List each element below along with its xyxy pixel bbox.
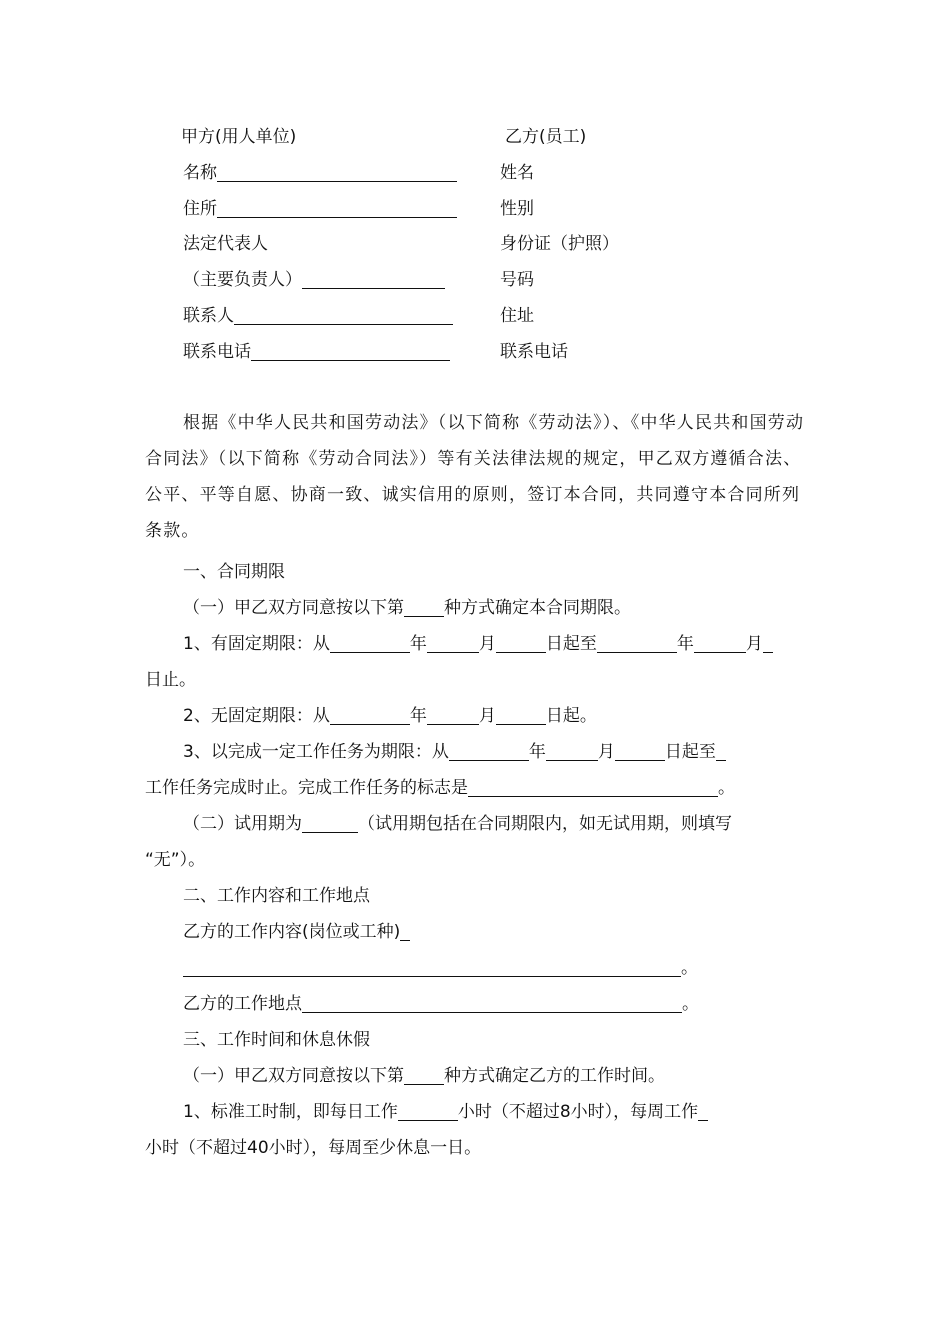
blank-line[interactable] <box>716 759 726 761</box>
blank-line[interactable] <box>468 795 718 797</box>
party-a-field: 住所 <box>183 201 457 218</box>
clause-open-term: 2、无固定期限：从 年 月 日起。 <box>183 706 597 726</box>
blank-line[interactable] <box>615 759 665 761</box>
blank-line[interactable] <box>496 651 546 653</box>
party-a-field: （主要负责人） <box>183 272 445 289</box>
blank-line[interactable] <box>302 1011 682 1013</box>
blank-line[interactable] <box>398 1119 458 1121</box>
section-1-title: 一、合同期限 <box>183 562 285 582</box>
work-content: 乙方的工作内容(岗位或工种) <box>183 924 410 941</box>
party-a-field: 联系电话 <box>183 344 450 361</box>
work-content-line: 。 <box>183 960 698 977</box>
blank-line[interactable] <box>217 180 457 182</box>
blank-line[interactable] <box>330 723 410 725</box>
party-b-field: 联系电话 <box>500 342 568 362</box>
clause-probation-cont: “无”）。 <box>145 850 206 870</box>
blank-line[interactable] <box>183 975 681 977</box>
party-b-title: 乙方(员工) <box>505 127 587 147</box>
blank-line[interactable] <box>330 651 410 653</box>
clause-1-1: （一）甲乙双方同意按以下第 种方式确定本合同期限。 <box>183 598 631 618</box>
blank-line[interactable] <box>400 939 410 941</box>
blank-line[interactable] <box>302 831 358 833</box>
party-a-field: 联系人 <box>183 308 453 325</box>
clause-probation: （二）试用期为 （试用期包括在合同期限内，如无试用期，则填写 <box>183 814 732 834</box>
clause-task-term: 3、以完成一定工作任务为期限：从 年 月 日起至 <box>183 744 726 761</box>
blank-line[interactable] <box>404 1083 444 1085</box>
party-a-title: 甲方(用人单位) <box>181 127 297 147</box>
party-b-field: 姓名 <box>500 163 534 183</box>
blank-line[interactable] <box>496 723 546 725</box>
party-a-field: 名称 <box>183 165 457 182</box>
blank-line[interactable] <box>427 651 479 653</box>
blank-line[interactable] <box>698 1119 708 1121</box>
blank-line[interactable] <box>234 323 453 325</box>
blank-line[interactable] <box>763 651 773 653</box>
blank-line[interactable] <box>427 723 479 725</box>
section-3-title: 三、工作时间和休息休假 <box>183 1030 370 1050</box>
clause-3-1: （一）甲乙双方同意按以下第 种方式确定乙方的工作时间。 <box>183 1066 665 1086</box>
blank-line[interactable] <box>694 651 746 653</box>
intro-paragraph: 根据《中华人民共和国劳动法》（以下简称《劳动法》）、《中华人民共和国劳动合同法》（以下简称《劳动合同法》）等有关法律法规的规定，甲乙双方遵循合法、公平、平等自愿、协商一致、诚实信用的原则，签订本合同，共同遵守本合同所列条款。 <box>145 413 805 541</box>
clause-fixed-term: 1、有固定期限：从 年 月 日起至 年 月 <box>183 636 773 653</box>
clause-standard-hours-cont: 小时（不超过40小时），每周至少休息一日。 <box>145 1138 482 1158</box>
party-b-field: 号码 <box>500 270 534 290</box>
blank-line[interactable] <box>217 216 457 218</box>
clause-standard-hours: 1、标准工时制，即每日工作 小时（不超过8小时），每周工作 <box>183 1104 708 1121</box>
blank-line[interactable] <box>404 615 444 617</box>
party-b-field: 住址 <box>500 306 534 326</box>
clause-fixed-term-end: 日止。 <box>145 670 196 690</box>
work-place: 乙方的工作地点 。 <box>183 994 699 1014</box>
blank-line[interactable] <box>546 759 598 761</box>
blank-line[interactable] <box>597 651 677 653</box>
blank-line[interactable] <box>449 759 529 761</box>
blank-line[interactable] <box>251 359 450 361</box>
blank-line[interactable] <box>302 287 445 289</box>
party-a-field: 法定代表人 <box>183 234 268 254</box>
section-2-title: 二、工作内容和工作地点 <box>183 886 370 906</box>
party-b-field: 身份证（护照） <box>500 234 619 254</box>
clause-task-term-cont: 工作任务完成时止。完成工作任务的标志是 。 <box>145 778 735 798</box>
party-b-field: 性别 <box>500 199 534 219</box>
